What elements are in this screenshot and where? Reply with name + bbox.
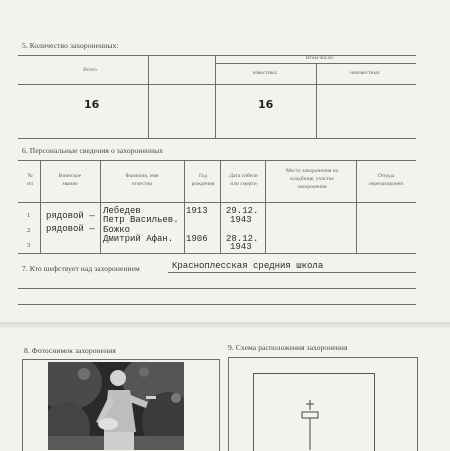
col-total-header: Всего <box>83 67 97 73</box>
death-year-1: 1943 <box>230 215 252 225</box>
header-name: Фамилия, имя отчество <box>125 173 159 187</box>
table6-bottom-line <box>18 253 416 254</box>
burial-photo <box>48 362 184 450</box>
death-date-2: 28.12. <box>226 234 259 244</box>
header-num: № пп <box>27 173 33 187</box>
table5-divider-3 <box>316 63 317 138</box>
section6-title: 6. Персональные сведения о захороненных <box>22 146 164 155</box>
col-unknown-header: неизвестных <box>350 70 380 76</box>
rank-1: рядовой — <box>46 211 95 221</box>
birth-year-1: 1913 <box>186 206 208 216</box>
table6-divider-rank <box>100 160 101 253</box>
table6-divider-name <box>184 160 185 253</box>
section7-line-3 <box>18 304 416 305</box>
name-line-1: Лебедев <box>103 206 141 216</box>
header-from: Откуда перезахоронен <box>368 173 404 187</box>
table6-divider-num <box>40 160 41 253</box>
header-rank: Воинское звание <box>58 173 82 187</box>
section5-title: 5. Количество захороненных: <box>22 41 119 50</box>
page-fold <box>0 322 450 328</box>
section8-title: 8. Фотоснимок захоронения <box>24 346 116 355</box>
table6-divider-year <box>220 160 221 253</box>
death-date-1: 29.12. <box>226 206 259 216</box>
col-known-header: известных <box>252 70 278 76</box>
table5-header-bottom-line <box>18 84 416 85</box>
section7-value: Красноплесская средния школа <box>172 261 324 271</box>
section7-label: 7. Кто шефствует над захоронением <box>22 264 140 273</box>
total-value: 16 <box>84 98 100 111</box>
row-number-3: 3 <box>27 242 31 249</box>
col-including-header: Втом числе: <box>305 55 335 61</box>
header-place: Место захоронения на кладбище, участке захоронения <box>285 168 339 190</box>
known-value: 16 <box>258 98 274 111</box>
name-line-2: Петр Васильев. <box>103 215 179 225</box>
rank-2: рядовой — <box>46 224 95 234</box>
section7-line-1 <box>168 272 416 273</box>
section7-line-2 <box>18 288 416 289</box>
name-line-3: Божко <box>103 225 131 235</box>
section9-title: 9. Схема расположения захоронения <box>228 343 348 352</box>
table6-divider-death <box>265 160 266 253</box>
table5-divider-1 <box>148 55 149 138</box>
name-line-4: Дмитрий Афан. <box>103 234 174 244</box>
row-number-2: 2 <box>27 227 31 234</box>
header-year: Год рождения <box>191 173 215 187</box>
row-number-1: 1 <box>27 212 31 219</box>
monument-icon <box>294 398 326 450</box>
table5-bottom-line <box>18 138 416 139</box>
header-death: Дата гибели или смерти <box>229 173 258 187</box>
table5-divider-2 <box>215 55 216 138</box>
death-year-2: 1943 <box>230 242 252 252</box>
birth-year-2: 1906 <box>186 234 208 244</box>
